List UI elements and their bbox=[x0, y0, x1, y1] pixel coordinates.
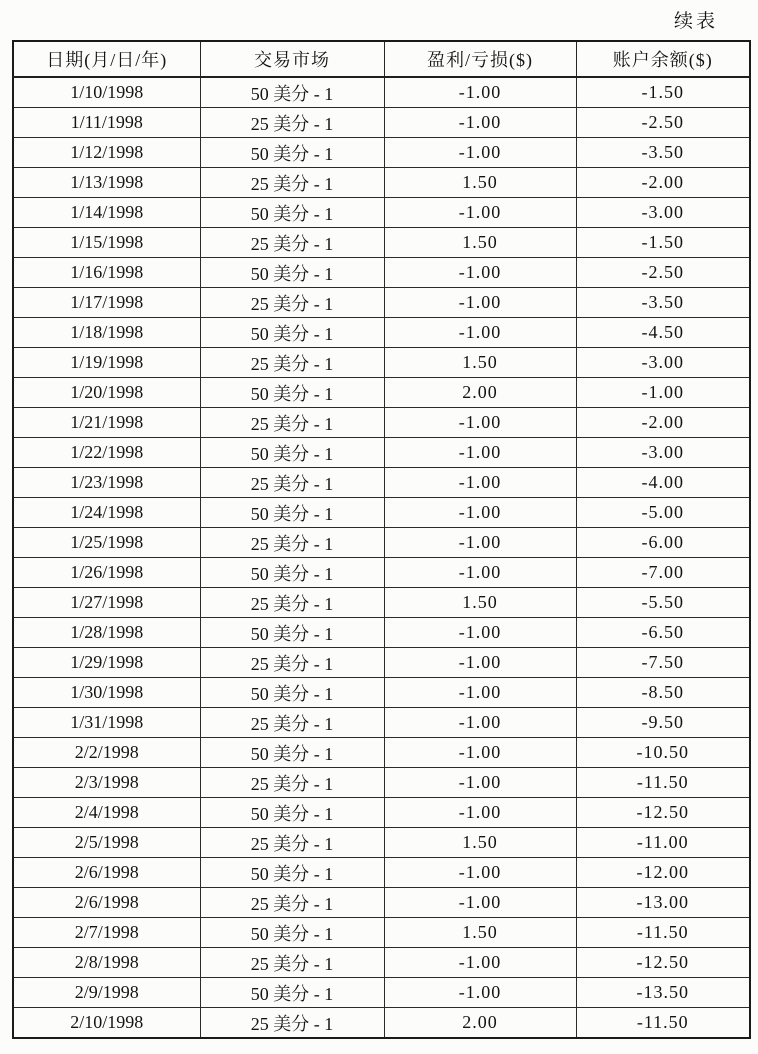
header-row bbox=[13, 41, 750, 77]
table-row bbox=[13, 588, 750, 618]
table-cell: -1.00 bbox=[384, 558, 576, 588]
table-cell: 1/18/1998 bbox=[13, 318, 200, 348]
table-cell: 1/31/1998 bbox=[13, 708, 200, 738]
table-cell: 2/3/1998 bbox=[13, 768, 200, 798]
table-cell: -6.00 bbox=[576, 528, 750, 558]
table-cell: -1.00 bbox=[384, 258, 576, 288]
table-cell: -12.00 bbox=[576, 858, 750, 888]
table-cell: 25 美分 - 1 bbox=[200, 708, 384, 738]
table-cell: 50 美分 - 1 bbox=[200, 738, 384, 768]
table-cell: -7.50 bbox=[576, 648, 750, 678]
table-row bbox=[13, 348, 750, 378]
table-cell: 1/23/1998 bbox=[13, 468, 200, 498]
table-cell: -1.00 bbox=[384, 738, 576, 768]
table-cell: 1/12/1998 bbox=[13, 138, 200, 168]
table-cell: 1/11/1998 bbox=[13, 108, 200, 138]
table-row bbox=[13, 498, 750, 528]
column-header: 日期(月/日/年) bbox=[13, 41, 200, 77]
table-row bbox=[13, 108, 750, 138]
table-cell: 25 美分 - 1 bbox=[200, 528, 384, 558]
table-cell: 50 美分 - 1 bbox=[200, 138, 384, 168]
table-row bbox=[13, 798, 750, 828]
table-cell: -1.00 bbox=[384, 77, 576, 108]
table-cell: 1/19/1998 bbox=[13, 348, 200, 378]
table-cell: 25 美分 - 1 bbox=[200, 228, 384, 258]
table-cell: 1.50 bbox=[384, 828, 576, 858]
table-cell: 2/8/1998 bbox=[13, 948, 200, 978]
table-cell: -1.00 bbox=[384, 528, 576, 558]
table-cell: -2.00 bbox=[576, 168, 750, 198]
table-cell: 25 美分 - 1 bbox=[200, 648, 384, 678]
table-cell: 25 美分 - 1 bbox=[200, 888, 384, 918]
table-row bbox=[13, 858, 750, 888]
table-cell: 25 美分 - 1 bbox=[200, 108, 384, 138]
table-cell: 1/22/1998 bbox=[13, 438, 200, 468]
table-cell: -2.50 bbox=[576, 258, 750, 288]
table-row bbox=[13, 768, 750, 798]
column-header: 交易市场 bbox=[200, 41, 384, 77]
table-cell: 2/7/1998 bbox=[13, 918, 200, 948]
table-cell: 2/2/1998 bbox=[13, 738, 200, 768]
table-cell: -1.00 bbox=[384, 408, 576, 438]
table-cell: 2/4/1998 bbox=[13, 798, 200, 828]
table-cell: -11.00 bbox=[576, 828, 750, 858]
table-cell: -1.00 bbox=[576, 378, 750, 408]
table-cell: -8.50 bbox=[576, 678, 750, 708]
table-cell: -2.50 bbox=[576, 108, 750, 138]
table-row bbox=[13, 378, 750, 408]
table-cell: -1.00 bbox=[384, 498, 576, 528]
table-row bbox=[13, 648, 750, 678]
table-cell: 25 美分 - 1 bbox=[200, 948, 384, 978]
table-cell: -1.00 bbox=[384, 138, 576, 168]
table-cell: -10.50 bbox=[576, 738, 750, 768]
table-cell: -1.00 bbox=[384, 978, 576, 1008]
table-row bbox=[13, 438, 750, 468]
table-cell: 25 美分 - 1 bbox=[200, 348, 384, 378]
table-cell: 1/16/1998 bbox=[13, 258, 200, 288]
table-cell: 50 美分 - 1 bbox=[200, 618, 384, 648]
table-cell: 50 美分 - 1 bbox=[200, 498, 384, 528]
table-row bbox=[13, 558, 750, 588]
table-row bbox=[13, 1008, 750, 1039]
table-row bbox=[13, 198, 750, 228]
table-cell: 1/25/1998 bbox=[13, 528, 200, 558]
table-cell: 1/15/1998 bbox=[13, 228, 200, 258]
table-cell: -1.00 bbox=[384, 948, 576, 978]
table-row bbox=[13, 138, 750, 168]
table-cell: -1.00 bbox=[384, 318, 576, 348]
table-cell: 25 美分 - 1 bbox=[200, 828, 384, 858]
table-cell: 1/17/1998 bbox=[13, 288, 200, 318]
table-row bbox=[13, 168, 750, 198]
table-cell: -7.00 bbox=[576, 558, 750, 588]
table-cell: -1.50 bbox=[576, 77, 750, 108]
table-cell: 1/14/1998 bbox=[13, 198, 200, 228]
table-row bbox=[13, 708, 750, 738]
table-cell: 25 美分 - 1 bbox=[200, 468, 384, 498]
table-cell: -1.00 bbox=[384, 438, 576, 468]
table-cell: -1.00 bbox=[384, 288, 576, 318]
table-row bbox=[13, 978, 750, 1008]
table-cell: -1.00 bbox=[384, 108, 576, 138]
table-row bbox=[13, 77, 750, 108]
table-cell: -4.50 bbox=[576, 318, 750, 348]
table-cell: -1.00 bbox=[384, 798, 576, 828]
trading-record-table bbox=[12, 40, 751, 1039]
table-cell: -1.00 bbox=[384, 468, 576, 498]
table-cell: 50 美分 - 1 bbox=[200, 438, 384, 468]
continued-table-label: 续表 bbox=[673, 11, 718, 32]
table-cell: 50 美分 - 1 bbox=[200, 678, 384, 708]
table-cell: -5.50 bbox=[576, 588, 750, 618]
table-cell: 50 美分 - 1 bbox=[200, 77, 384, 108]
table-cell: 1.50 bbox=[384, 348, 576, 378]
table-cell: 1/24/1998 bbox=[13, 498, 200, 528]
table-cell: -9.50 bbox=[576, 708, 750, 738]
table-row bbox=[13, 948, 750, 978]
column-header: 盈利/亏损($) bbox=[384, 41, 576, 77]
table-cell: -1.00 bbox=[384, 678, 576, 708]
table-cell: -13.00 bbox=[576, 888, 750, 918]
table-row bbox=[13, 618, 750, 648]
table-cell: 50 美分 - 1 bbox=[200, 858, 384, 888]
table-cell: 2/5/1998 bbox=[13, 828, 200, 858]
table-cell: -1.50 bbox=[576, 228, 750, 258]
table-cell: -1.00 bbox=[384, 768, 576, 798]
table-cell: 1/30/1998 bbox=[13, 678, 200, 708]
table-row bbox=[13, 318, 750, 348]
table-cell: -3.50 bbox=[576, 288, 750, 318]
table-cell: -1.00 bbox=[384, 708, 576, 738]
table-cell: -3.50 bbox=[576, 138, 750, 168]
table-cell: 1.50 bbox=[384, 228, 576, 258]
table-cell: -13.50 bbox=[576, 978, 750, 1008]
table-cell: 25 美分 - 1 bbox=[200, 288, 384, 318]
table-body bbox=[13, 77, 750, 1038]
table-cell: 2/6/1998 bbox=[13, 888, 200, 918]
table-cell: 50 美分 - 1 bbox=[200, 798, 384, 828]
table-cell: 1/27/1998 bbox=[13, 588, 200, 618]
table-cell: -1.00 bbox=[384, 618, 576, 648]
table-cell: 2/9/1998 bbox=[13, 978, 200, 1008]
table-head bbox=[13, 41, 750, 77]
table-cell: 50 美分 - 1 bbox=[200, 558, 384, 588]
table-cell: 50 美分 - 1 bbox=[200, 258, 384, 288]
table-cell: -1.00 bbox=[384, 888, 576, 918]
table-cell: -12.50 bbox=[576, 798, 750, 828]
table-cell: 25 美分 - 1 bbox=[200, 1008, 384, 1039]
table-cell: -11.50 bbox=[576, 768, 750, 798]
table-cell: 50 美分 - 1 bbox=[200, 318, 384, 348]
table-row bbox=[13, 468, 750, 498]
table-cell: -3.00 bbox=[576, 348, 750, 378]
table-cell: 2.00 bbox=[384, 1008, 576, 1039]
table-cell: 25 美分 - 1 bbox=[200, 768, 384, 798]
table-cell: 25 美分 - 1 bbox=[200, 168, 384, 198]
table-cell: -5.00 bbox=[576, 498, 750, 528]
table-cell: -11.50 bbox=[576, 1008, 750, 1039]
table-row bbox=[13, 258, 750, 288]
table-cell: -2.00 bbox=[576, 408, 750, 438]
table-row bbox=[13, 828, 750, 858]
table-cell: -12.50 bbox=[576, 948, 750, 978]
table-cell: -1.00 bbox=[384, 648, 576, 678]
table-cell: 1/29/1998 bbox=[13, 648, 200, 678]
table-row bbox=[13, 288, 750, 318]
table-row bbox=[13, 918, 750, 948]
table-cell: -1.00 bbox=[384, 198, 576, 228]
table-cell: 50 美分 - 1 bbox=[200, 198, 384, 228]
table-cell: 1/10/1998 bbox=[13, 77, 200, 108]
table-cell: 1/26/1998 bbox=[13, 558, 200, 588]
table-cell: 1.50 bbox=[384, 588, 576, 618]
table-cell: 1/13/1998 bbox=[13, 168, 200, 198]
table-cell: 1/28/1998 bbox=[13, 618, 200, 648]
table-cell: -1.00 bbox=[384, 858, 576, 888]
table-cell: 2/10/1998 bbox=[13, 1008, 200, 1039]
table-cell: -4.00 bbox=[576, 468, 750, 498]
table-cell: -3.00 bbox=[576, 438, 750, 468]
table-row bbox=[13, 738, 750, 768]
table-cell: 2/6/1998 bbox=[13, 858, 200, 888]
table-cell: 50 美分 - 1 bbox=[200, 918, 384, 948]
table-row bbox=[13, 888, 750, 918]
table-row bbox=[13, 528, 750, 558]
table-row bbox=[13, 228, 750, 258]
table-cell: -6.50 bbox=[576, 618, 750, 648]
table-cell: 2.00 bbox=[384, 378, 576, 408]
table-cell: 25 美分 - 1 bbox=[200, 408, 384, 438]
table-cell: 25 美分 - 1 bbox=[200, 588, 384, 618]
table-row bbox=[13, 408, 750, 438]
table-cell: -3.00 bbox=[576, 198, 750, 228]
table-row bbox=[13, 678, 750, 708]
table-cell: 50 美分 - 1 bbox=[200, 978, 384, 1008]
table-cell: 1.50 bbox=[384, 918, 576, 948]
table-cell: 1.50 bbox=[384, 168, 576, 198]
table-cell: 50 美分 - 1 bbox=[200, 378, 384, 408]
column-header: 账户余额($) bbox=[576, 41, 750, 77]
table-cell: -11.50 bbox=[576, 918, 750, 948]
table-cell: 1/21/1998 bbox=[13, 408, 200, 438]
table-cell: 1/20/1998 bbox=[13, 378, 200, 408]
